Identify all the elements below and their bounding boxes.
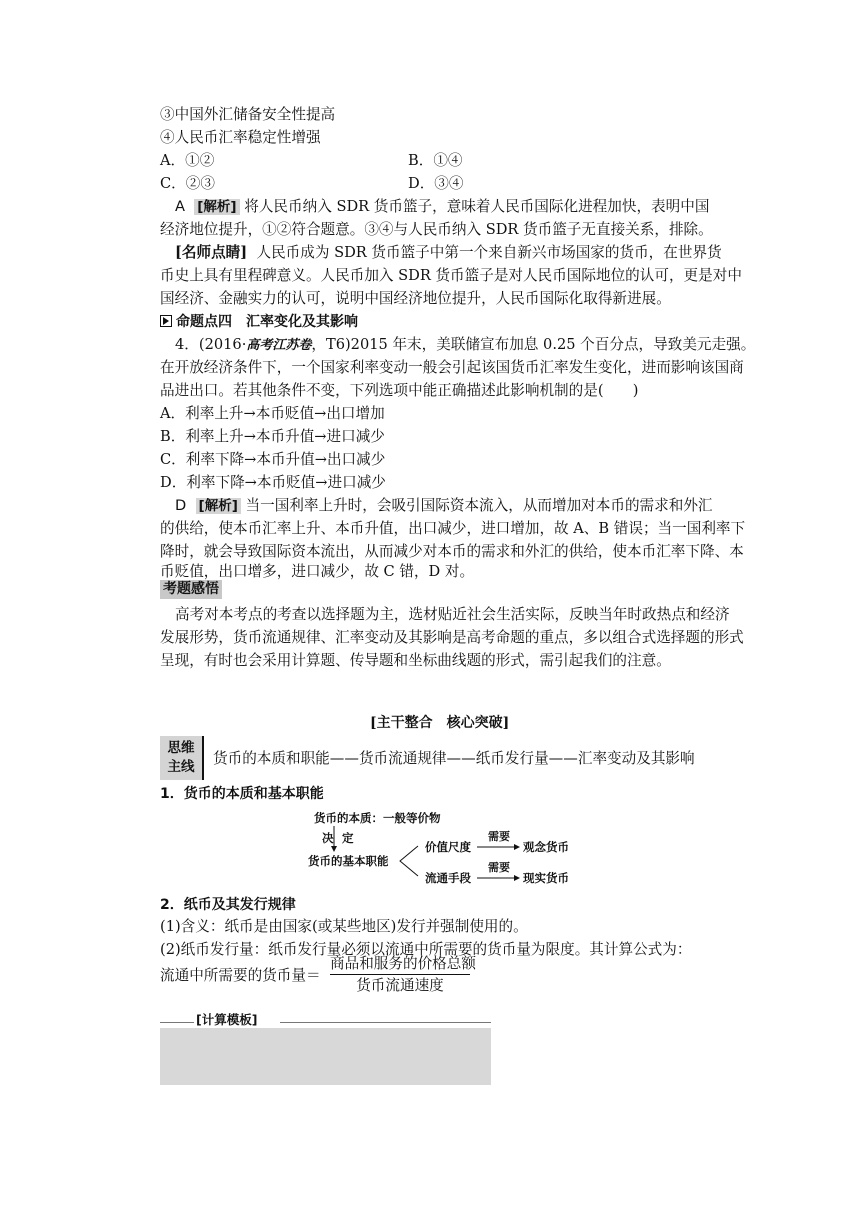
answer-letter: D xyxy=(175,497,187,514)
exam-insight-line-3: 呈现，有时也会采用计算题、传导题和坐标曲线题的形式，需引起我们的注意。 xyxy=(160,652,671,669)
calc-template-header xyxy=(160,1012,491,1028)
question-4-line-2: 在开放经济条件下，一个国家利率变动一般会引起该国货币汇率发生变化，进而影响该国商 xyxy=(160,359,744,376)
need-arrow-1-head xyxy=(514,844,520,850)
point-2-title: 2．纸币及其发行规律 xyxy=(160,897,296,913)
answer-letter: A xyxy=(175,198,185,215)
teacher-note-text: 人民币成为 SDR 货币篮子中第一个来自新兴市场国家的货币，在世界货 xyxy=(256,244,722,261)
question-4-option-a: A．利率上升→本币贬值→出口增加 xyxy=(160,405,385,422)
formula-denominator: 货币流通速度 xyxy=(356,977,444,994)
diagram-basic-functions: 货币的基本职能 xyxy=(308,854,389,868)
question-4-rest: ，T6)2015 年末，美联储宣布加息 0.25 个百分点，导致美元走强。 xyxy=(311,336,756,353)
diagram-real-money: 现实货币 xyxy=(523,871,569,885)
diagram-circulation: 流通手段 xyxy=(425,871,471,885)
header-rule-left xyxy=(160,1022,194,1023)
point-2-issue: (2)纸币发行量：纸币发行量必须以流通中所需要的货币量为限度。其计算公式为： xyxy=(160,941,692,958)
thinking-label-2: 主线 xyxy=(167,759,195,775)
question-4-line-3: 品进出口。若其他条件不变，下列选项中能正确描述此影响机制的是( ) xyxy=(160,382,639,399)
question-4-option-d: D．利率下降→本币贬值→进口减少 xyxy=(160,474,386,491)
question-4-option-c: C．利率下降→本币升值→出口减少 xyxy=(160,451,386,468)
choice-a: A．①② xyxy=(160,152,215,169)
diagram-value-measure: 价值尺度 xyxy=(425,840,471,854)
diagram-decide-2: 定 xyxy=(342,831,354,845)
option-item-3: ③中国外汇储备安全性提高 xyxy=(160,106,336,123)
thinking-mainline-text: 货币的本质和职能——货币流通规律——纸币发行量——汇率变动及其影响 xyxy=(213,750,695,767)
choice-c: C．②③ xyxy=(160,175,215,192)
calc-template-box xyxy=(160,1028,491,1085)
question-4-source: 高考江苏卷 xyxy=(246,338,312,353)
diagram-decide-1: 决 xyxy=(322,831,334,845)
analysis-1-line-2: 经济地位提升，①②符合题意。③④与人民币纳入 SDR 货币篮子无直接关系，排除。 xyxy=(160,221,713,238)
analysis-text: 将人民币纳入 SDR 货币篮子，意味着人民币国际化进程加快，表明中国 xyxy=(239,198,710,215)
analysis-4-line-3: 降时，就会导致国际资本流出，从而减少对本币的需求和外汇的供给，使本币汇率下降、本 xyxy=(160,543,744,560)
exam-insight-line-1: 高考对本考点的考查以选择题为主，选材贴近社会生活实际，反映当年时政热点和经济 xyxy=(175,606,730,623)
teacher-note-line-3: 国经济、金融实力的认可，说明中国经济地位提升，人民币国际化取得新进展。 xyxy=(160,290,671,307)
decide-arrow-head xyxy=(331,846,337,852)
diagram-need-2: 需要 xyxy=(488,861,510,874)
exam-insight-line-2: 发展形势，货币流通规律、汇率变动及其影响是高考命题的重点，多以组合式选择题的形式 xyxy=(160,629,744,646)
teacher-note-tag: [名师点睛] xyxy=(175,244,248,261)
analysis-tag: [解析] xyxy=(194,199,239,215)
choice-d: D．③④ xyxy=(408,175,464,192)
question-4-option-b: B．利率上升→本币升值→进口减少 xyxy=(160,428,385,445)
thinking-label-1: 思维 xyxy=(167,740,195,756)
point-1-title: 1．货币的本质和基本职能 xyxy=(160,786,324,802)
analysis-text: 当一国利率上升时，会吸引国际资本流入，从而增加对本币的需求和外汇 xyxy=(240,497,713,514)
analysis-tag: [解析] xyxy=(196,498,241,514)
teacher-note-line-2: 币史上具有里程碑意义。人民币加入 SDR 货币篮子是对人民币国际地位的认可，更是对中 xyxy=(160,267,742,284)
main-section-heading: [主干整合 核心突破] xyxy=(370,715,510,731)
diagram-concept-money: 观念货币 xyxy=(523,840,569,854)
analysis-4-line-4: 币贬值，出口增多，进口减少，故 C 错，D 对。 xyxy=(160,563,475,580)
analysis-4-line-2: 的供给，使本币汇率上升、本币升值，出口减少，进口增加，故 A、B 错误；当一国利率下 xyxy=(160,520,746,537)
exam-insight-tag: 考题感悟 xyxy=(160,580,222,599)
branch-bracket xyxy=(400,846,418,876)
formula-numerator: 商品和服务的价格总额 xyxy=(330,954,470,975)
formula-lhs: 流通中所需要的货币量＝ xyxy=(160,967,321,984)
choice-b: B．①④ xyxy=(408,152,463,169)
point-2-definition: (1)含义：纸币是由国家(或某些地区)发行并强制使用的。 xyxy=(160,918,528,935)
question-4-prefix: 4．(2016· xyxy=(175,336,247,353)
diagram-need-1: 需要 xyxy=(488,830,510,843)
calc-template-label: [计算模板] xyxy=(196,1012,258,1027)
option-item-4: ④人民币汇率稳定性增强 xyxy=(160,129,321,146)
diagram-essence: 货币的本质：一般等价物 xyxy=(314,811,441,825)
header-rule-right xyxy=(280,1022,491,1023)
need-arrow-2-head xyxy=(514,875,520,881)
section-4-title-text: 命题点四 汇率变化及其影响 xyxy=(176,314,358,330)
